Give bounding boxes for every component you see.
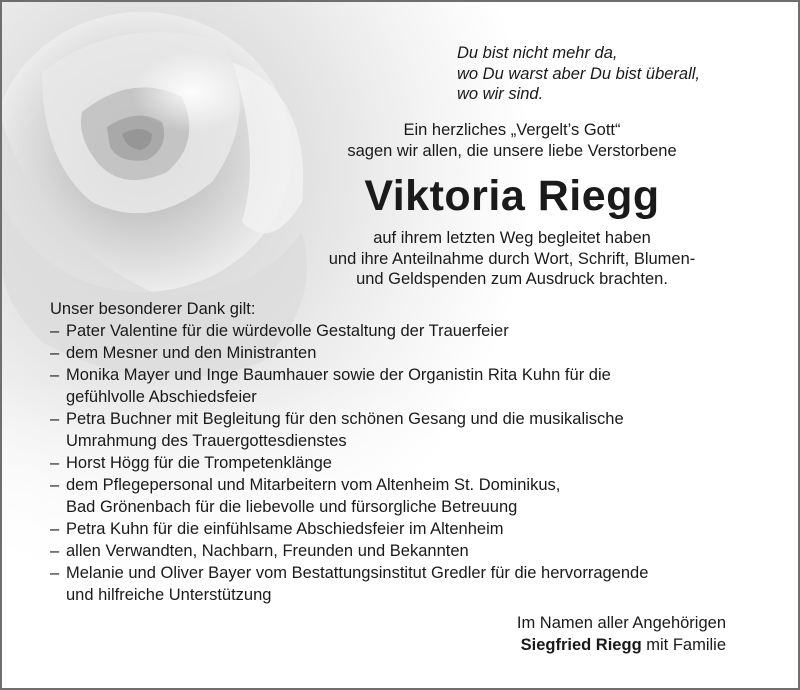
signature-line: Im Namen aller Angehörigen xyxy=(516,614,726,632)
intro-text xyxy=(302,120,722,161)
list-item xyxy=(50,342,770,364)
thanks-list xyxy=(50,298,770,606)
dash: – xyxy=(50,322,60,340)
dash: – xyxy=(50,564,60,582)
follow-text xyxy=(302,228,722,290)
list-item-text: Melanie und Oliver Bayer vom Bestattungsinstitut Gredler für die hervorragende und hilfreiche Unterstützung xyxy=(66,564,649,604)
signer-suffix: mit Familie xyxy=(641,636,726,654)
dash: – xyxy=(50,520,60,538)
dash: – xyxy=(50,476,60,494)
list-item xyxy=(50,562,770,606)
list-item-text: dem Mesner und den Ministranten xyxy=(66,344,317,362)
list-item xyxy=(50,408,770,452)
list-item xyxy=(50,518,770,540)
list-item-text: allen Verwandten, Nachbarn, Freunden und Bekannten xyxy=(66,542,469,560)
list-item-text: Pater Valentine für die würdevolle Gestaltung der Trauerfeier xyxy=(66,322,509,340)
list-item-text: Monika Mayer und Inge Baumhauer sowie der Organistin Rita Kuhn für die gefühlvolle Abschiedsfeier xyxy=(66,366,611,406)
list-item xyxy=(50,364,770,408)
dash: – xyxy=(50,366,60,384)
list-item xyxy=(50,452,770,474)
poem-line: wo Du warst aber Du bist überall, xyxy=(457,64,701,83)
dash: – xyxy=(50,344,60,362)
follow-line: auf ihrem letzten Weg begleitet haben xyxy=(373,229,651,247)
list-item xyxy=(50,474,770,518)
dash: – xyxy=(50,410,60,428)
poem-line: wo wir sind. xyxy=(457,85,544,103)
list-item-text: Horst Högg für die Trompetenklänge xyxy=(66,454,332,472)
list-item xyxy=(50,540,770,562)
deceased-name: Viktoria Riegg xyxy=(364,172,660,220)
dash: – xyxy=(50,454,60,472)
intro-line: Ein herzliches „Vergelt’s Gott“ xyxy=(403,121,621,139)
signature-names xyxy=(517,634,726,656)
list-item-text: Petra Kuhn für die einfühlsame Abschiedsfeier im Altenheim xyxy=(66,520,504,538)
follow-line: und Geldspenden zum Ausdruck brachten. xyxy=(356,270,668,288)
intro-line: sagen wir allen, die unsere liebe Verstorbene xyxy=(347,141,677,160)
list-item xyxy=(50,320,770,342)
follow-line: und ihre Anteilnahme durch Wort, Schrift, Blumen- xyxy=(328,249,696,268)
thanks-heading: Unser besonderer Dank gilt: xyxy=(50,300,256,318)
poem-line: Du bist nicht mehr da, xyxy=(457,44,618,62)
poem xyxy=(457,43,700,105)
signer-name: Siegfried Riegg xyxy=(520,636,642,654)
signature xyxy=(517,612,726,656)
list-item-text: dem Pflegepersonal und Mitarbeitern vom Altenheim St. Dominikus, Bad Grönenbach für die liebevolle und fürsorgliche Betreuung xyxy=(66,476,561,516)
list-item-text: Petra Buchner mit Begleitung für den schönen Gesang und die musikalische Umrahmung des Trauergottesdienstes xyxy=(66,410,624,450)
dash: – xyxy=(50,542,60,560)
